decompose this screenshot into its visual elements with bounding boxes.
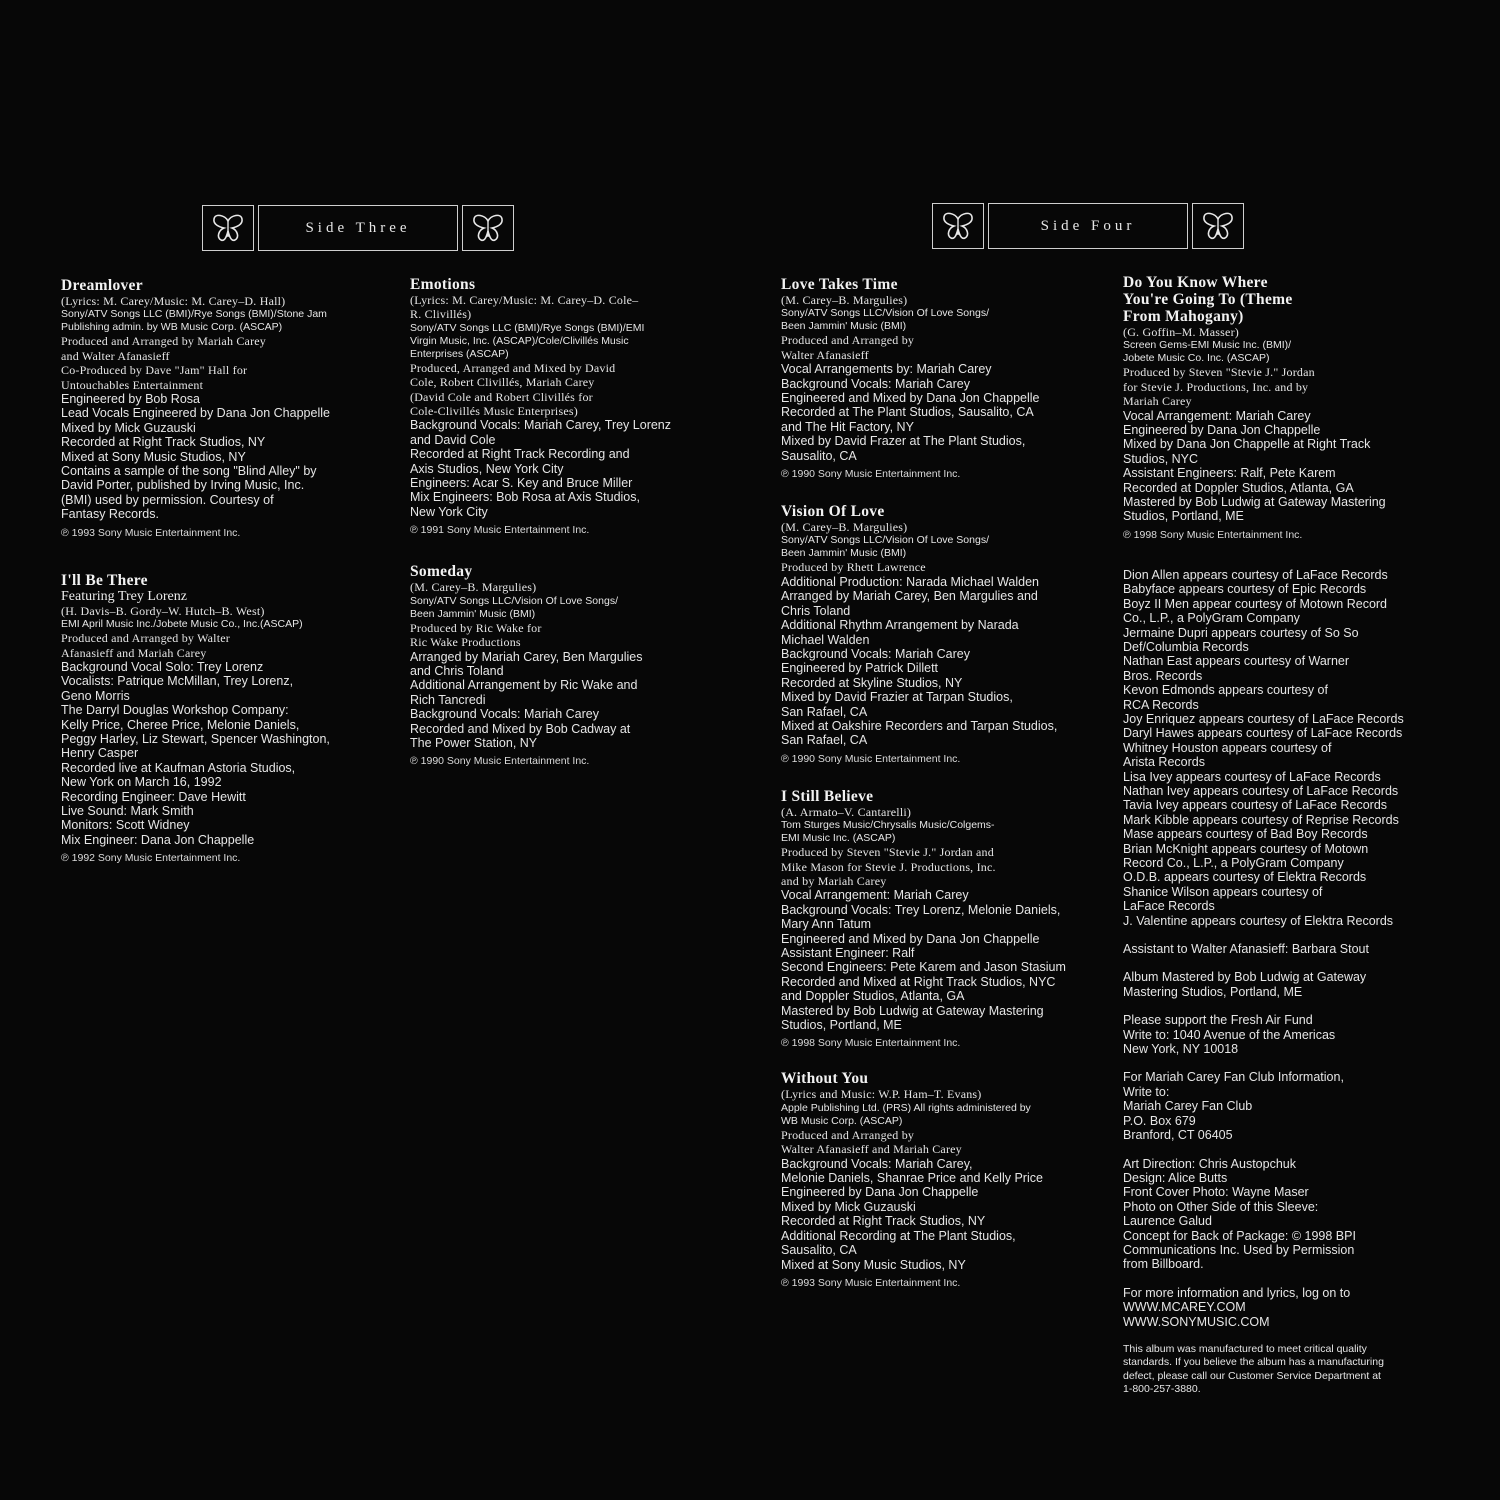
notes-block [1123, 1157, 1443, 1272]
track-credit [410, 276, 730, 537]
credit-line: Engineers: Acar S. Key and Bruce Miller [410, 476, 633, 491]
credit-line: Mastered by Bob Ludwig at Gateway Mastering [781, 1003, 1044, 1018]
credit-line: and The Hit Factory, NY [781, 419, 914, 434]
credit-line: Sony/ATV Songs LLC/Vision Of Love Songs/ [781, 534, 989, 547]
credit-line: Recording Engineer: Dave Hewitt [61, 789, 246, 804]
butterfly-icon-box [1192, 203, 1244, 249]
credit-line: Produced, Arranged and Mixed by David [410, 360, 616, 375]
notes-line: Arista Records [1123, 755, 1205, 770]
butterfly-icon [1201, 211, 1235, 241]
track-title: Vision Of Love [781, 503, 885, 521]
side-label: Side Three [258, 205, 458, 251]
credits-column-3 [781, 276, 1101, 1316]
credit-line: Produced and Arranged by [781, 333, 915, 348]
track-title-line: You're Going To (Theme [1123, 291, 1293, 308]
copyright-line: ℗ 1991 Sony Music Entertainment Inc. [410, 524, 590, 537]
butterfly-icon [211, 213, 245, 243]
notes-line: Mariah Carey Fan Club [1123, 1099, 1253, 1114]
track-title: I'll Be There [61, 571, 148, 589]
notes-line: New York, NY 10018 [1123, 1042, 1239, 1057]
credit-line: WB Music Corp. (ASCAP) [781, 1114, 903, 1127]
notes-line: Mastering Studios, Portland, ME [1123, 984, 1303, 999]
credit-line: Mix Engineer: Dana Jon Chappelle [61, 832, 255, 847]
notes-line: Daryl Hawes appears courtesy of LaFace Records [1123, 726, 1403, 741]
credit-line: Chris Toland [781, 603, 851, 618]
copyright-line: ℗ 1993 Sony Music Entertainment Inc. [781, 1276, 961, 1289]
credit-line: San Rafael, CA [781, 704, 868, 719]
credit-line: Studios, Portland, ME [1123, 509, 1244, 524]
credit-line: Fantasy Records. [61, 507, 159, 522]
notes-line: Front Cover Photo: Wayne Maser [1123, 1185, 1309, 1200]
notes-line: Mark Kibble appears courtesy of Reprise Records [1123, 812, 1399, 827]
notes-line: This album was manufactured to meet critical quality [1123, 1342, 1367, 1355]
copyright-line: ℗ 1990 Sony Music Entertainment Inc. [781, 468, 961, 481]
credit-line: Michael Walden [781, 632, 870, 647]
credit-line: Kelly Price, Cheree Price, Melonie Daniels, [61, 717, 300, 732]
notes-block [1123, 1343, 1443, 1397]
copyright-line: ℗ 1998 Sony Music Entertainment Inc. [1123, 528, 1303, 541]
copyright-line: ℗ 1990 Sony Music Entertainment Inc. [781, 752, 961, 765]
side-label: Side Four [988, 203, 1188, 249]
credit-line: R. Clivillés) [410, 307, 472, 322]
notes-line: Assistant to Walter Afanasieff: Barbara Stout [1123, 942, 1369, 957]
credit-line: Produced and Arranged by Walter [61, 631, 230, 646]
credit-line: Mixed by Dana Jon Chappelle at Right Track [1123, 437, 1371, 452]
credit-line: (BMI) used by permission. Courtesy of [61, 492, 274, 507]
notes-line: Babyface appears courtesy of Epic Records [1123, 582, 1367, 597]
credit-line: Walter Afanasieff [781, 347, 869, 362]
credit-line: Been Jammin' Music (BMI) [781, 320, 907, 333]
credit-line: (Lyrics: M. Carey/Music: M. Carey–D. Cole– [410, 293, 639, 307]
track-title: Someday [410, 563, 473, 581]
notes-line: Bros. Records [1123, 668, 1203, 683]
credit-line: (A. Armato–V. Cantarelli) [781, 804, 912, 819]
credit-line: Background Vocals: Mariah Carey, [781, 1156, 973, 1171]
credit-line: EMI April Music Inc./Jobete Music Co., Inc.(ASCAP) [61, 618, 303, 631]
butterfly-icon-box [202, 205, 254, 251]
credit-line: Co-Produced by Dave "Jam" Hall for [61, 363, 248, 378]
notes-block [1123, 1013, 1443, 1056]
credit-line: Engineered by Dana Jon Chappelle [1123, 423, 1321, 438]
credit-line: (Lyrics and Music: W.P. Ham–T. Evans) [781, 1087, 982, 1102]
track-credit [781, 276, 1101, 481]
credit-line: Additional Recording at The Plant Studios, [781, 1228, 1016, 1243]
butterfly-icon-box [462, 205, 514, 251]
credit-line: Recorded live at Kaufman Astoria Studios, [61, 760, 296, 775]
credit-line: Background Vocal Solo: Trey Lorenz [61, 659, 264, 674]
credit-line: Sausalito, CA [781, 1243, 857, 1258]
notes-line: Record Co., L.P., a PolyGram Company [1123, 856, 1344, 870]
butterfly-icon-box [932, 203, 984, 249]
credit-line: (M. Carey–B. Margulies) [781, 520, 908, 535]
credit-line: and Walter Afanasieff [61, 348, 170, 363]
credit-line: (David Cole and Robert Clivillés for [410, 389, 593, 404]
notes-line: Brian McKnight appears courtesy of Motown [1123, 841, 1369, 856]
credit-line: Vocalists: Patrique McMillan, Trey Lorenz, [61, 674, 294, 689]
credit-line: Engineered and Mixed by Dana Jon Chappelle [781, 931, 1040, 946]
credit-line: Engineered by Patrick Dillett [781, 661, 939, 676]
credit-line: New York City [410, 504, 488, 519]
credit-line: Produced by Ric Wake for [410, 620, 542, 635]
credit-line: Engineered and Mixed by Dana Jon Chappelle [781, 391, 1040, 406]
credit-line: Recorded at Right Track Studios, NY [781, 1214, 986, 1229]
notes-line: P.O. Box 679 [1123, 1113, 1196, 1128]
notes-block [1123, 1070, 1443, 1142]
credit-line: David Porter, published by Irving Music, Inc. [61, 478, 305, 493]
track-credit [781, 503, 1101, 766]
credit-line: Recorded at Skyline Studios, NY [781, 675, 963, 690]
credit-line: Studios, Portland, ME [781, 1018, 902, 1033]
credit-line: Cole-Clivillés Music Enterprises) [410, 404, 578, 419]
credit-line: Assistant Engineers: Ralf, Pete Karem [1123, 466, 1336, 481]
credit-line: Background Vocals: Mariah Carey [781, 376, 970, 391]
notes-line: Joy Enriquez appears courtesy of LaFace Records [1123, 711, 1404, 726]
track-credit [61, 277, 381, 540]
track-title: Love Takes Time [781, 276, 898, 293]
credit-line: Assistant Engineer: Ralf [781, 946, 915, 960]
notes-line: Nathan Ivey appears courtesy of LaFace Records [1123, 783, 1399, 798]
credit-line: Contains a sample of the song "Blind Alley" by [61, 464, 317, 479]
credit-line: Sony/ATV Songs LLC/Vision Of Love Songs/ [781, 307, 989, 320]
credit-line: (G. Goffin–M. Masser) [1123, 325, 1239, 339]
credit-line: Additional Production: Narada Michael Walden [781, 574, 1040, 589]
notes-line: Art Direction: Chris Austopchuk [1123, 1156, 1296, 1171]
credit-line: Afanasieff and Mariah Carey [61, 645, 207, 660]
notes-line: Communications Inc. Used by Permission [1123, 1242, 1355, 1257]
credit-line: Mixed by David Frazier at Tarpan Studios, [781, 690, 1013, 705]
credit-line: San Rafael, CA [781, 733, 868, 748]
notes-line: 1-800-257-3880. [1123, 1383, 1201, 1396]
credits-column-4 [1123, 274, 1443, 1411]
credit-line: Arranged by Mariah Carey, Ben Margulies [410, 649, 643, 664]
credits-column-1 [61, 277, 381, 891]
credit-line: Virgin Music, Inc. (ASCAP)/Cole/Clivillés Music [410, 334, 629, 347]
butterfly-icon [941, 211, 975, 241]
track-title: Without You [781, 1070, 869, 1088]
credit-line: The Power Station, NY [410, 735, 538, 750]
credit-line: Produced and Arranged by [781, 1127, 915, 1142]
notes-line: RCA Records [1123, 697, 1199, 712]
credit-line: Ric Wake Productions [410, 635, 521, 650]
notes-line: For more information and lyrics, log on to [1123, 1285, 1351, 1300]
liner-notes [1123, 568, 1443, 1397]
track-credit [410, 563, 730, 768]
credit-line: and Doppler Studios, Atlanta, GA [781, 989, 965, 1004]
notes-line: J. Valentine appears courtesy of Elektra Records [1123, 913, 1394, 928]
notes-line: Album Mastered by Bob Ludwig at Gateway [1123, 970, 1367, 985]
credit-line: Produced by Rhett Lawrence [781, 560, 926, 575]
credit-line: Background Vocals: Trey Lorenz, Melonie Daniels, [781, 902, 1061, 917]
track-title: Dreamlover [61, 277, 143, 294]
credit-line: Mixed by Mick Guzauski [61, 420, 196, 435]
track-credit [781, 1070, 1101, 1289]
credit-line: Sony/ATV Songs LLC (BMI)/Rye Songs (BMI)/Stone Jam [61, 308, 327, 321]
credit-line: Walter Afanasieff and Mariah Carey [781, 1142, 962, 1157]
credit-line: Vocal Arrangement: Mariah Carey [1123, 408, 1311, 423]
credit-line: (M. Carey–B. Margulies) [410, 580, 537, 595]
credits-column-2 [410, 276, 730, 794]
notes-line: defect, please call our Customer Service Department at [1123, 1369, 1381, 1382]
credit-line: and by Mariah Carey [781, 873, 887, 888]
credit-line: Rich Tancredi [410, 692, 486, 707]
credit-line: Cole, Robert Clivillés, Mariah Carey [410, 375, 595, 390]
credit-line: Background Vocals: Mariah Carey [781, 646, 970, 661]
notes-line: standards. If you believe the album has a manufacturing [1123, 1356, 1384, 1369]
credit-line: for Stevie J. Productions, Inc. and by [1123, 379, 1309, 394]
notes-line: Kevon Edmonds appears courtesy of [1123, 683, 1328, 698]
credit-line: Tom Sturges Music/Chrysalis Music/Colgems- [781, 819, 995, 832]
notes-line: Design: Alice Butts [1123, 1170, 1228, 1185]
track-credit [781, 788, 1101, 1051]
credit-line: Untouchables Entertainment [61, 377, 204, 392]
credit-line: Recorded and Mixed at Right Track Studios, NYC [781, 974, 1056, 989]
track-subtitle: Featuring Trey Lorenz [61, 588, 187, 604]
credit-line: Vocal Arrangements by: Mariah Carey [781, 362, 992, 377]
credit-line: Monitors: Scott Widney [61, 818, 190, 833]
notes-line: from Billboard. [1123, 1257, 1204, 1272]
notes-line: WWW.MCAREY.COM [1123, 1300, 1246, 1315]
credit-line: Peggy Harley, Liz Stewart, Spencer Washington, [61, 731, 330, 746]
notes-line: Tavia Ivey appears courtesy of LaFace Records [1123, 798, 1388, 813]
track-credit [1123, 274, 1443, 542]
credit-line: Screen Gems-EMI Music Inc. (BMI)/ [1123, 339, 1292, 352]
credit-line: (Lyrics: M. Carey/Music: M. Carey–D. Hall) [61, 294, 286, 308]
notes-line: Please support the Fresh Air Fund [1123, 1013, 1313, 1028]
notes-line: Concept for Back of Package: © 1998 BPI [1123, 1228, 1356, 1243]
credit-line: Geno Morris [61, 688, 130, 703]
track-title-line: Do You Know Where [1123, 274, 1268, 291]
credit-line: Second Engineers: Pete Karem and Jason Stasium [781, 960, 1066, 975]
notes-block [1123, 942, 1443, 956]
credit-line: Mixed by David Frazer at The Plant Studios, [781, 434, 1026, 449]
notes-line: Jermaine Dupri appears courtesy of So So [1123, 625, 1359, 640]
credit-line: The Darryl Douglas Workshop Company: [61, 703, 289, 718]
credit-line: and Chris Toland [410, 663, 504, 678]
credit-line: Melonie Daniels, Shanrae Price and Kelly Price [781, 1171, 1043, 1186]
credit-line: Mixed at Oakshire Recorders and Tarpan Studios, [781, 718, 1058, 733]
credit-line: Recorded and Mixed by Bob Cadway at [410, 721, 631, 736]
credit-line: Recorded at Right Track Studios, NY [61, 435, 266, 450]
notes-line: Dion Allen appears courtesy of LaFace Records [1123, 567, 1388, 582]
credit-line: Recorded at Right Track Recording and [410, 447, 630, 462]
credit-line: Publishing admin. by WB Music Corp. (ASCAP) [61, 321, 283, 334]
track-title: Emotions [410, 276, 476, 293]
butterfly-icon [471, 213, 505, 243]
notes-line: For Mariah Carey Fan Club Information, [1123, 1070, 1344, 1085]
credit-line: Additional Arrangement by Ric Wake and [410, 678, 638, 693]
notes-line: Mase appears courtesy of Bad Boy Records [1123, 827, 1368, 842]
credit-line: Mike Mason for Stevie J. Productions, Inc. [781, 859, 996, 874]
credit-line: Arranged by Mariah Carey, Ben Margulies and [781, 589, 1038, 604]
credit-line: Produced and Arranged by Mariah Carey [61, 334, 267, 349]
notes-line: Lisa Ivey appears courtesy of LaFace Records [1123, 769, 1381, 784]
credit-line: Produced by Steven "Stevie J." Jordan and [781, 845, 994, 860]
notes-line: Write to: [1123, 1084, 1170, 1099]
credit-line: Mariah Carey [1123, 394, 1192, 409]
notes-line: Write to: 1040 Avenue of the Americas [1123, 1027, 1336, 1042]
copyright-line: ℗ 1993 Sony Music Entertainment Inc. [61, 526, 241, 539]
credit-line: Engineered by Bob Rosa [61, 392, 200, 407]
notes-line: Shanice Wilson appears courtesy of [1123, 884, 1323, 899]
notes-line: Branford, CT 06405 [1123, 1128, 1233, 1143]
credit-line: Apple Publishing Ltd. (PRS) All rights administered by [781, 1101, 1031, 1114]
credit-line: Background Vocals: Mariah Carey [410, 707, 599, 722]
notes-line: Photo on Other Side of this Sleeve: [1123, 1199, 1319, 1214]
credit-line: New York on March 16, 1992 [61, 775, 222, 790]
credit-line: Mixed at Sony Music Studios, NY [781, 1257, 966, 1272]
credit-line: Additional Rhythm Arrangement by Narada [781, 618, 1019, 633]
credit-line: Axis Studios, New York City [410, 461, 564, 476]
copyright-line: ℗ 1998 Sony Music Entertainment Inc. [781, 1037, 961, 1050]
credit-line: Studios, NYC [1123, 451, 1199, 466]
notes-block [1123, 1286, 1443, 1329]
credit-line: Mary Ann Tatum [781, 917, 872, 932]
copyright-line: ℗ 1992 Sony Music Entertainment Inc. [61, 852, 241, 865]
credit-line: (H. Davis–B. Gordy–W. Hutch–B. West) [61, 603, 265, 618]
notes-line: Nathan East appears courtesy of Warner [1123, 654, 1350, 669]
track-credit [61, 572, 381, 866]
notes-block [1123, 970, 1443, 999]
credit-line: (M. Carey–B. Margulies) [781, 293, 908, 307]
notes-block [1123, 568, 1443, 928]
track-title: I Still Believe [781, 787, 874, 805]
credit-line: Recorded at The Plant Studios, Sausalito, CA [781, 405, 1034, 420]
track-title-line: From Mahogany) [1123, 308, 1244, 325]
notes-line: LaFace Records [1123, 899, 1215, 914]
copyright-line: ℗ 1990 Sony Music Entertainment Inc. [410, 755, 590, 768]
notes-line: Boyz II Men appear courtesy of Motown Record [1123, 596, 1388, 611]
credit-line: EMI Music Inc. (ASCAP) [781, 832, 896, 845]
notes-line: Def/Columbia Records [1123, 639, 1249, 654]
credit-line: Jobete Music Co. Inc. (ASCAP) [1123, 352, 1270, 365]
credit-line: Vocal Arrangement: Mariah Carey [781, 888, 969, 903]
credit-line: Live Sound: Mark Smith [61, 803, 194, 818]
credit-line: Been Jammin' Music (BMI) [410, 607, 536, 620]
credit-line: Engineered by Dana Jon Chappelle [781, 1185, 979, 1200]
credit-line: Mixed by Mick Guzauski [781, 1199, 916, 1214]
credit-line: Sony/ATV Songs LLC/Vision Of Love Songs/ [410, 594, 618, 607]
notes-line: WWW.SONYMUSIC.COM [1123, 1314, 1270, 1329]
credit-line: Enterprises (ASCAP) [410, 347, 509, 360]
side-four-header [932, 203, 1244, 249]
credit-line: and David Cole [410, 432, 496, 447]
credit-line: Sony/ATV Songs LLC (BMI)/Rye Songs (BMI)/EMI [410, 321, 645, 334]
side-three-header [202, 205, 514, 251]
credit-line: Mix Engineers: Bob Rosa at Axis Studios, [410, 490, 640, 505]
credit-line: Sausalito, CA [781, 448, 857, 463]
credit-line: Lead Vocals Engineered by Dana Jon Chappelle [61, 406, 330, 421]
credit-line: Mastered by Bob Ludwig at Gateway Mastering [1123, 495, 1386, 510]
credit-line: Recorded at Doppler Studios, Atlanta, GA [1123, 480, 1354, 495]
notes-line: Co., L.P., a PolyGram Company [1123, 611, 1300, 626]
notes-line: Laurence Galud [1123, 1214, 1212, 1229]
credit-line: Been Jammin' Music (BMI) [781, 547, 907, 560]
credit-line: Henry Casper [61, 746, 139, 761]
credit-line: Produced by Steven "Stevie J." Jordan [1123, 365, 1315, 380]
credit-line: Mixed at Sony Music Studios, NY [61, 449, 246, 464]
credit-line: Background Vocals: Mariah Carey, Trey Lorenz [410, 418, 672, 433]
notes-line: O.D.B. appears courtesy of Elektra Records [1123, 870, 1367, 885]
notes-line: Whitney Houston appears courtesy of [1123, 740, 1332, 755]
